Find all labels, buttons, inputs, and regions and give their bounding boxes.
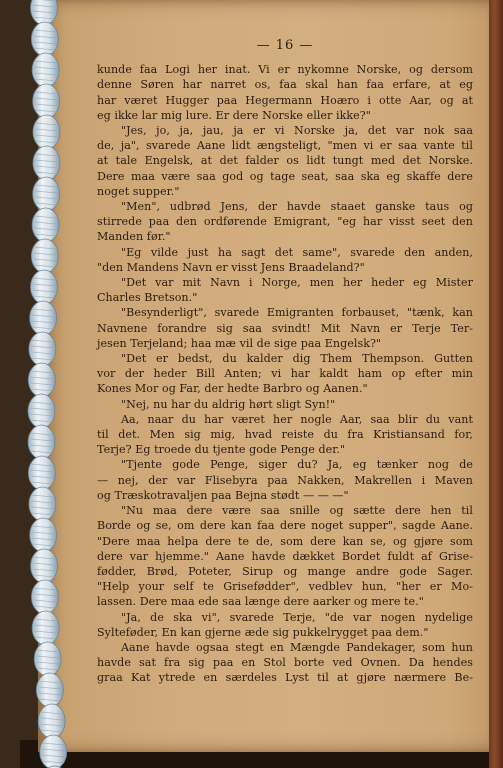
text-line: noget supper.": [97, 184, 180, 198]
text-line: vor der heder Bill Anten; vi har kaldt ham op efter min: [97, 367, 473, 381]
text-line: stirrede paa den ordførende Emigrant, "eg har visst seet den: [97, 215, 473, 229]
text-line: Sylteføder, En kan gjerne æde sig pukkelrygget paa dem.": [97, 625, 429, 639]
bead: [33, 84, 60, 118]
text-line: "Besynderligt", svarede Emigranten forbauset, "tænk, kan: [121, 306, 473, 320]
bead: [33, 177, 60, 211]
text-line: jesen Terjeland; haa mæ vil de sige paa Engelsk?": [97, 336, 382, 350]
bead: [29, 487, 56, 521]
text-line: Kones Mor og Far, der hedte Barbro og Aanen.": [97, 382, 368, 396]
bead: [38, 704, 65, 738]
text-line: "Nu maa dere være saa snille og sætte dere hen til: [121, 504, 473, 518]
text-line: "Det var mit Navn i Norge, men her heder eg Mister: [121, 276, 473, 290]
text-line: kunde faa Logi her inat. Vi er nykomne Norske, og dersom: [97, 63, 473, 77]
text-line: Charles Bretson.": [97, 291, 198, 305]
text-line: til det. Men sig mig, hvad reiste du fra Kristiansand for,: [97, 428, 473, 442]
text-line: "Tjente gode Penge, siger du? Ja, eg tænker nog de: [121, 458, 473, 472]
bead: [30, 301, 57, 335]
bead: [28, 363, 55, 397]
bead: [31, 239, 58, 273]
bead: [33, 115, 60, 149]
text-line: graa Kat ytrede en særdeles Lyst til at gjøre nærmere Be-: [97, 671, 473, 685]
text-line: "Help your self te Grisefødder", vedblev hun, "her er Mo-: [97, 580, 473, 594]
text-line: Aa, naar du har været her nogle Aar, saa blir du vant: [121, 412, 473, 426]
bead: [31, 580, 58, 614]
bead: [30, 518, 57, 552]
bead: [28, 394, 55, 428]
text-line: "Ja, de ska vi", svarede Terje, "de var nogen nydelige: [121, 610, 473, 624]
bead: [28, 425, 55, 459]
text-line: Navnene forandre sig saa svindt! Mit Navn er Terje Ter-: [97, 321, 473, 335]
text-line: "den Mandens Navn er visst Jens Braadeland?": [97, 260, 365, 274]
text-line: Aane havde ogsaa stegt en Mængde Pandekager, som hun: [121, 640, 473, 654]
text-line: lassen. Dere maa ede saa længe dere aarker og mere te.": [97, 595, 424, 609]
bead: [31, 0, 58, 25]
text-line: "Jes, jo, ja, jau, ja er vi Norske ja, det var nok saa: [121, 124, 473, 138]
text-line: havde sat fra sig paa en Stol borte ved Ovnen. Da hendes: [97, 656, 473, 670]
text-line: Dere maa være saa god og tage seat, saa ska eg skaffe dere: [97, 169, 473, 183]
text-line: "Eg vilde just ha sagt det same", svarede den anden,: [121, 245, 473, 259]
text-line: "Dere maa helpa dere te de, som dere kan se, og gjøre som: [97, 534, 473, 548]
page-text: [97, 38, 473, 686]
bead: [32, 53, 59, 87]
bead: [29, 332, 56, 366]
bead: [28, 456, 55, 490]
text-line: — nej, der var Flisebyra paa Nakken, Makrellen i Maven: [97, 473, 473, 487]
text-line: dere var hjemme." Aane havde dækket Bordet fuldt af Grise-: [97, 549, 473, 563]
text-line: denne Søren har narret os, faa skal han faa erfare, at eg: [97, 78, 473, 92]
bead: [32, 208, 59, 242]
bead: [33, 146, 60, 180]
text-line: "Nej, nu har du aldrig hørt sligt Syn!": [121, 397, 336, 411]
text-line: "Men", udbrød Jens, der havde staaet ganske taus og: [121, 200, 473, 214]
text-line: og Træskotravaljen paa Bejna stødt — — —": [97, 488, 349, 502]
text-line: eg ikke lar mig lure. Er dere Norske eller ikke?": [97, 108, 371, 122]
bead: [36, 673, 63, 707]
bead: [31, 549, 58, 583]
text-line: at tale Engelsk, at det falder os lidt tungt med det Norske.: [97, 154, 473, 168]
text-line: Terje? Eg troede du tjente gode Penge der.": [97, 443, 346, 457]
text-line: har været Hugger paa Hegermann Hoæro i otte Aar, og at: [97, 93, 473, 107]
bead: [32, 611, 59, 645]
page-number: — 16 —: [256, 38, 314, 53]
text-line: Manden før.": [97, 230, 171, 244]
bead: [34, 642, 61, 676]
bead-bookmark: [0, 0, 80, 768]
text-line: fødder, Brød, Poteter, Sirup og mange andre gode Sager.: [97, 564, 473, 578]
text-lines: [97, 62, 473, 685]
text-line: Borde og se, om dere kan faa dere noget supper", sagde Aane.: [97, 519, 473, 533]
bead: [31, 22, 58, 56]
bead: [30, 270, 57, 304]
cover-edge: [489, 0, 503, 768]
text-line: de, ja", svarede Aane lidt ængsteligt, "men vi er saa vante til: [97, 139, 473, 153]
text-line: "Det er bedst, du kalder dig Them Thempson. Gutten: [121, 352, 473, 366]
